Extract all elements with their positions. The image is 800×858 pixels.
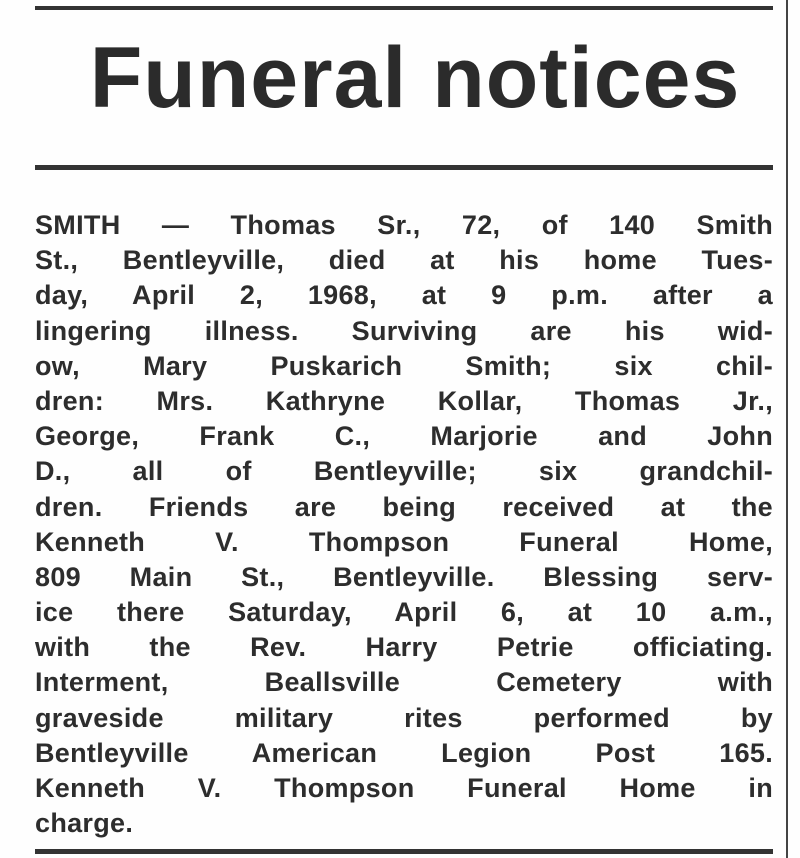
bottom-rule: [35, 849, 773, 854]
text-line: Kenneth V. Thompson Funeral Home in: [35, 773, 773, 803]
text-line: SMITH — Thomas Sr., 72, of 140 Smith: [35, 210, 773, 240]
text-line: lingering illness. Surviving are his wid-: [35, 315, 773, 346]
text-line: ice there Saturday, April 6, at 10 a.m.,: [35, 597, 773, 628]
text-line: Interment, Beallsville Cemetery with: [35, 667, 773, 698]
text-line: with the Rev. Harry Petrie officiating.: [35, 632, 773, 663]
heading-rule: [35, 165, 773, 170]
text-line: 809 Main St., Bentleyville. Blessing serv-: [35, 561, 773, 592]
text-line: charge.: [35, 808, 134, 839]
section-heading: Funeral notices: [89, 30, 741, 126]
column-border: [786, 0, 788, 858]
text-line: D., all of Bentleyville; six grandchil-: [35, 456, 773, 487]
text-line: St., Bentleyville, died at his home Tues-: [35, 245, 773, 276]
text-line: ow, Mary Puskarich Smith; six chil-: [35, 350, 773, 381]
text-line: Kenneth V. Thompson Funeral Home,: [35, 526, 773, 557]
text-line: Bentleyville American Legion Post 165.: [35, 737, 773, 768]
obituary-smith: [35, 208, 773, 841]
text-line: dren: Mrs. Kathryne Kollar, Thomas Jr.,: [35, 385, 773, 416]
top-rule: [35, 6, 773, 10]
text-line: day, April 2, 1968, at 9 p.m. after a: [35, 280, 773, 311]
text-line: graveside military rites performed by: [35, 702, 773, 733]
text-line: George, Frank C., Marjorie and John: [35, 421, 773, 452]
text-line: dren. Friends are being received at the: [35, 491, 773, 522]
